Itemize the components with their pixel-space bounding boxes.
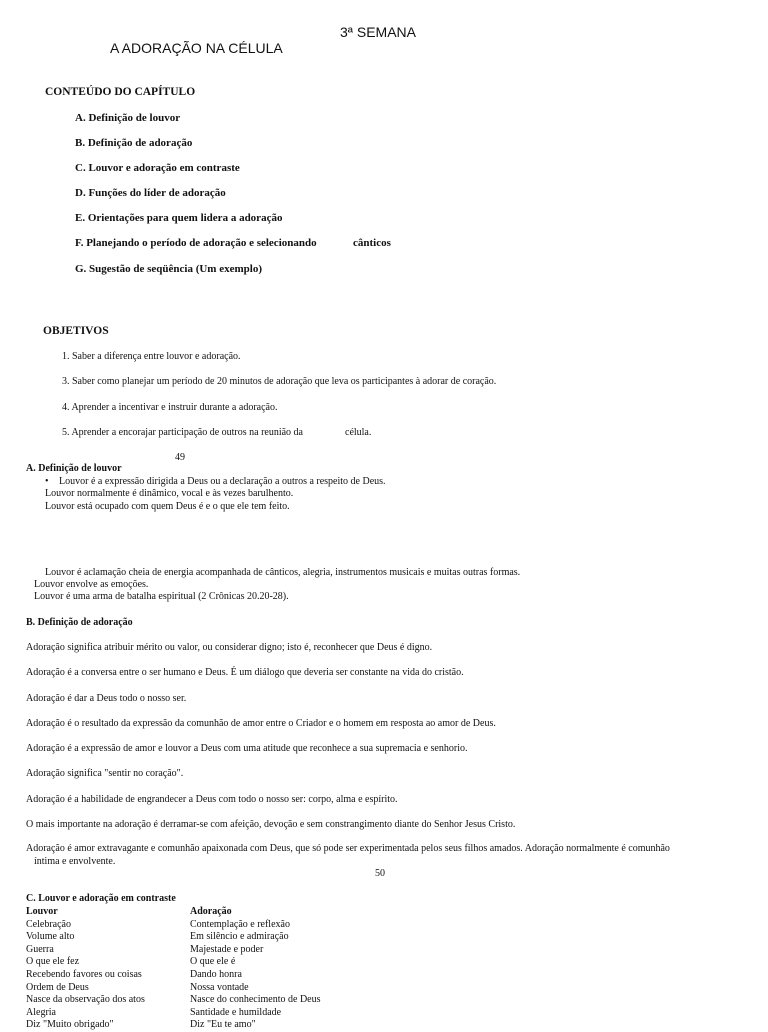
toc-heading: CONTEÚDO DO CAPÍTULO [45,86,196,98]
section-a-bullet-text: Louvor é a expressão dirigida a Deus ou a declaração a outros a respeito de Deus. [59,476,386,487]
toc-item-a: A. Definição de louvor [75,112,181,124]
section-b-para-5: Adoração é a expressão de amor e louvor a Deus com uma atitude que reconhece a sua supremacia e senhorio. [26,743,468,754]
objectives-heading: OBJETIVOS [43,325,109,337]
toc-item-c: C. Louvor e adoração em contraste [75,162,240,174]
week-label: 3ª SEMANA [340,24,416,40]
toc-item-b: B. Definição de adoração [75,137,193,149]
section-b-para-9-line-1: Adoração é amor extravagante e comunhão apaixonada com Deus, que só pode ser experimentada pelos seus filhos amados. Adoração normalmente é comunhão [26,843,670,854]
column-header-adoracao: Adoração [190,906,232,917]
toc-item-d: D. Funções do líder de adoração [75,187,226,199]
toc-item-g: G. Sugestão de seqüência (Um exemplo) [75,263,262,275]
objective-item-5: 5. Aprender a encorajar participação de outros na reunião da [62,427,303,438]
adoracao-item: Majestade e poder [190,943,264,955]
adoracao-item: O que ele é [190,956,236,968]
adoracao-item: Nossa vontade [190,981,249,993]
louvor-item: Ordem de Deus [26,981,89,993]
section-b-para-9-line-2: íntima e envolvente. [34,856,116,867]
section-b-para-8: O mais importante na adoração é derramar-se com afeição, devoção e sem constrangimento diante do Senhor Jesus Cristo. [26,819,516,830]
section-b-para-1: Adoração significa atribuir mérito ou valor, ou considerar digno; isto é, reconhecer que Deus é digno. [26,642,433,653]
section-a-para2-line-2: Louvor envolve as emoções. [34,579,149,590]
louvor-item: Diz "Muito obrigado" [26,1019,114,1031]
objective-item-4: 4. Aprender a incentivar e instruir durante a adoração. [62,402,278,413]
objective-item-1: 1. Saber a diferença entre louvor e adoração. [62,351,241,362]
louvor-item: Guerra [26,943,54,955]
louvor-item: Nasce da observação dos atos [26,994,145,1006]
column-header-louvor: Louvor [26,906,58,917]
contrast-column-louvor [26,906,145,1032]
louvor-item: Celebração [26,918,71,930]
louvor-item: Recebendo favores ou coisas [26,968,142,980]
section-b-para-3: Adoração é dar a Deus todo o nosso ser. [26,693,187,704]
toc-item-f-tail: cânticos [353,237,391,249]
adoracao-item: Em silêncio e admiração [190,931,289,943]
bullet-icon: • [45,476,49,487]
page-title: A ADORAÇÃO NA CÉLULA [110,40,283,56]
section-a-bullet [45,476,386,487]
section-a-para2-line-1: Louvor é aclamação cheia de energia acompanhada de cânticos, alegria, instrumentos musicais e muitas outras formas. [45,567,521,578]
section-a-para2-line-3: Louvor é uma arma de batalha espiritual (2 Crônicas 20.20-28). [34,591,289,602]
section-a-line-1: Louvor normalmente é dinâmico, vocal e às vezes barulhento. [45,488,294,499]
adoracao-item: Contemplação e reflexão [190,918,290,930]
contrast-column-adoracao [190,906,321,1032]
adoracao-item: Nasce do conhecimento de Deus [190,994,321,1006]
louvor-item: Volume alto [26,931,75,943]
objective-item-3: 3. Saber como planejar um período de 20 minutos de adoração que leva os participantes à adorar de coração. [62,376,497,387]
section-b-para-2: Adoração é a conversa entre o ser humano e Deus. É um diálogo que deveria ser constante na vida do cristão. [26,667,464,678]
section-a-line-2: Louvor está ocupado com quem Deus é e o que ele tem feito. [45,501,290,512]
page-number-49: 49 [175,452,185,463]
section-a-heading: A. Definição de louvor [26,463,122,474]
section-b-para-7: Adoração é a habilidade de engrandecer a Deus com todo o nosso ser: corpo, alma e espírito. [26,794,398,805]
section-c-heading: C. Louvor e adoração em contraste [26,893,176,904]
section-b-heading: B. Definição de adoração [26,617,133,628]
adoracao-item: Diz "Eu te amo" [190,1019,256,1031]
objective-item-5-tail: célula. [345,427,372,438]
louvor-item: O que ele fez [26,956,80,968]
toc-item-f: F. Planejando o período de adoração e selecionando [75,237,317,249]
toc-item-e: E. Orientações para quem lidera a adoração [75,212,283,224]
louvor-item: Alegria [26,1006,56,1018]
section-b-para-4: Adoração é o resultado da expressão da comunhão de amor entre o Criador e o homem em resposta ao amor de Deus. [26,718,496,729]
adoracao-item: Santidade e humildade [190,1006,282,1018]
section-b-para-6: Adoração significa "sentir no coração". [26,768,184,779]
page-number-50: 50 [375,868,385,879]
adoracao-item: Dando honra [190,968,242,980]
